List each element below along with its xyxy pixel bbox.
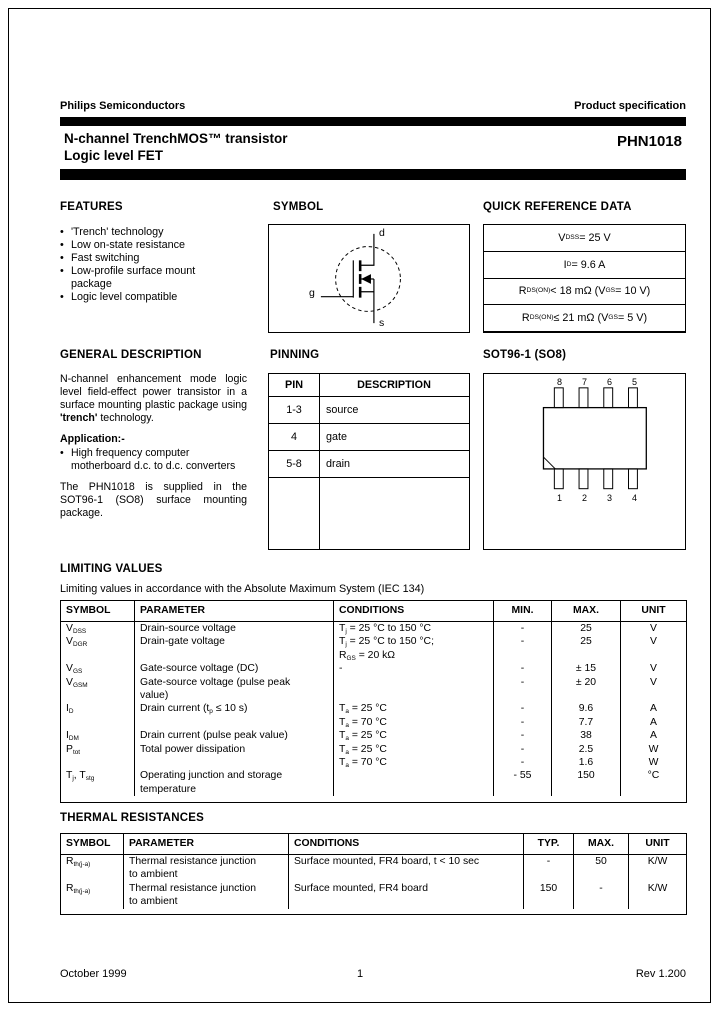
symbol-cell: $T_j$, $T_{stg}$ [61, 769, 135, 782]
min-cell: - 55 [494, 769, 552, 782]
application-item [60, 447, 247, 473]
feature-item [60, 226, 238, 239]
quick-reference-row: R DS(ON) ≤ 21 mΩ (V GS = 5 V) [484, 305, 685, 332]
general-description-heading: GENERAL DESCRIPTION [60, 349, 202, 361]
parameter-cell: Drain current (pulse peak value) [135, 729, 334, 742]
symbol-cell [61, 756, 135, 769]
limiting-values-line [61, 729, 686, 742]
unit-cell [629, 868, 686, 881]
col-header-max: MAX. [552, 601, 621, 621]
quick-reference-row: I D = 9.6 A [484, 252, 685, 279]
col-header-min: MIN. [494, 601, 552, 621]
symbol-cell: $R_{th(j-a)}$ [61, 882, 124, 895]
pin-description-cell: source [326, 404, 359, 416]
pinning-table [268, 373, 470, 550]
symbol-cell: $I_{DM}$ [61, 729, 135, 742]
limiting-values-line [61, 769, 686, 782]
max-cell [574, 868, 629, 881]
symbol-cell: $V_{GS}$ [61, 662, 135, 675]
conditions-cell: $T_a = 25$ °C [334, 702, 494, 715]
limiting-values-line [61, 622, 686, 635]
unit-cell: K/W [647, 882, 668, 894]
unit-cell: °C [647, 770, 660, 782]
pin-number: 7 [581, 377, 587, 387]
pin-description-cell: drain [326, 458, 351, 470]
description-paragraph: N-channel enhancement mode logic level field-effect power transistor in a surface mounting plastic package using 'trench' technology. [60, 373, 247, 424]
max-cell: 7.7 [552, 716, 621, 729]
feature-item [60, 239, 238, 252]
pin-number: 1 [556, 493, 562, 503]
col-header-unit: UNIT [645, 838, 670, 849]
max-cell [552, 649, 621, 662]
unit-cell [629, 895, 686, 908]
limiting-values-line [61, 783, 686, 796]
quick-reference-row: R DS(ON) < 18 mΩ (V GS = 10 V) [484, 279, 685, 306]
col-header-symbol: SYMBOL [61, 834, 124, 854]
pin-number: 4 [631, 493, 637, 503]
pin-row [269, 424, 469, 451]
min-cell [494, 649, 552, 662]
parameter-cell: Total power dissipation [135, 743, 334, 756]
symbol-cell [61, 689, 135, 702]
parameter-cell [135, 649, 334, 662]
limiting-values-heading: LIMITING VALUES [60, 563, 163, 575]
parameter-cell: value) [135, 689, 334, 702]
pinning-heading: PINNING [270, 349, 320, 361]
symbol-cell [61, 649, 135, 662]
thermal-line [61, 882, 686, 895]
publisher-name: Philips Semiconductors [60, 100, 186, 112]
parameter-cell: temperature [135, 783, 334, 796]
typ-cell [524, 868, 574, 881]
unit-cell [621, 783, 686, 796]
col-header-parameter: PARAMETER [135, 601, 334, 621]
typ-cell: 150 [524, 882, 574, 895]
limiting-values-line [61, 716, 686, 729]
header-rule-bottom [60, 169, 686, 180]
min-cell: - [494, 676, 552, 689]
min-cell: - [494, 729, 552, 742]
parameter-cell [135, 716, 334, 729]
max-cell: 1.6 [552, 756, 621, 769]
conditions-cell: $T_j = 25$ °C to 150 °C [334, 622, 494, 635]
conditions-cell: Surface mounted, FR4 board [289, 882, 524, 895]
part-number: PHN1018 [616, 133, 682, 150]
symbol-heading: SYMBOL [273, 201, 324, 213]
min-cell: - [494, 622, 552, 635]
feature-item [60, 265, 238, 291]
limiting-values-intro: Limiting values in accordance with the Absolute Maximum System (IEC 134) [60, 583, 425, 595]
unit-cell: V [650, 623, 657, 634]
pinning-header-row [269, 374, 469, 397]
parameter-cell [135, 756, 334, 769]
symbol-gate-label: g [309, 287, 315, 299]
limiting-values-body [61, 622, 686, 802]
col-header-typ: TYP. [524, 834, 574, 854]
quick-reference-table [483, 224, 686, 333]
unit-cell [621, 649, 686, 662]
conditions-cell: $T_a = 25$ °C [334, 729, 494, 742]
symbol-cell [61, 716, 135, 729]
limiting-values-line [61, 743, 686, 756]
parameter-cell: Drain-gate voltage [135, 635, 334, 648]
max-cell: 25 [552, 622, 621, 635]
limiting-values-line [61, 689, 686, 702]
mosfet-symbol-graphic [269, 225, 469, 332]
thermal-body [61, 855, 686, 914]
parameter-cell: Thermal resistance junction [124, 855, 289, 868]
application-label: Application:- [60, 433, 125, 445]
feature-text: Fast switching [71, 252, 140, 264]
feature-item [60, 291, 238, 304]
max-cell [574, 895, 629, 908]
footer-revision: Rev 1.200 [635, 968, 686, 980]
features-list [60, 226, 238, 304]
thermal-resistances-heading: THERMAL RESISTANCES [60, 812, 204, 824]
unit-cell [621, 689, 686, 702]
col-header-unit: UNIT [641, 605, 666, 616]
bottom-pin-numbers [547, 493, 647, 503]
col-header-pin: PIN [285, 379, 303, 391]
thermal-line [61, 855, 686, 868]
feature-text: 'Trench' technology [71, 226, 164, 238]
limiting-values-table [60, 600, 687, 803]
unit-cell: A [650, 716, 657, 728]
unit-cell: V [650, 676, 657, 688]
conditions-cell [334, 676, 494, 689]
unit-cell: V [650, 636, 657, 648]
col-header-parameter: PARAMETER [124, 834, 289, 854]
min-cell [494, 689, 552, 702]
conditions-cell [289, 868, 524, 881]
parameter-cell: Drain current ($t_p \le 10$ s) [135, 702, 334, 715]
doc-title-line1: N-channel TrenchMOS™ transistor [64, 131, 288, 146]
max-cell: - [574, 882, 629, 895]
symbol-box [268, 224, 470, 333]
symbol-cell: $P_{tot}$ [61, 743, 135, 756]
package-outline-box [483, 373, 686, 550]
max-cell: 25 [552, 635, 621, 648]
spec-type: Product specification [574, 100, 686, 112]
features-heading: FEATURES [60, 201, 123, 213]
doc-title-line2: Logic level FET [64, 148, 164, 163]
col-header-symbol: SYMBOL [61, 601, 135, 621]
col-header-description: DESCRIPTION [357, 379, 431, 391]
pin-number: 3 [606, 493, 612, 503]
conditions-cell: $T_a = 70$ °C [334, 756, 494, 769]
limiting-values-header-row [61, 601, 686, 622]
max-cell [552, 783, 621, 796]
conditions-cell: - [334, 662, 494, 675]
symbol-cell: $I_D$ [61, 702, 135, 715]
quick-reference-heading: QUICK REFERENCE DATA [483, 201, 632, 213]
conditions-cell [334, 769, 494, 782]
pin-description-cell: gate [326, 431, 348, 443]
conditions-cell: $T_a = 70$ °C [334, 716, 494, 729]
package-outline-graphic [484, 374, 685, 549]
feature-text: Low on-state resistance [71, 239, 186, 251]
footer-page-number: 1 [356, 968, 364, 980]
max-cell [552, 689, 621, 702]
max-cell: 50 [574, 855, 629, 868]
max-cell: ± 15 [552, 662, 621, 675]
parameter-cell: to ambient [124, 895, 289, 908]
thermal-line [61, 895, 686, 908]
min-cell: - [494, 702, 552, 715]
unit-cell: K/W [647, 856, 668, 867]
max-cell: ± 20 [552, 676, 621, 689]
conditions-cell: $T_j = 25$ °C to 150 °C; [334, 635, 494, 648]
conditions-cell: $T_a = 25$ °C [334, 743, 494, 756]
general-description-block [60, 373, 247, 520]
parameter-cell: Operating junction and storage [135, 769, 334, 782]
pin-number-cell: 5-8 [286, 458, 302, 470]
thermal-header-row [61, 834, 686, 855]
bullet-glyph: • [60, 447, 64, 459]
symbol-cell: $V_{DSS}$ [61, 622, 135, 635]
quick-reference-row: V DSS = 25 V [484, 225, 685, 252]
min-cell: - [494, 756, 552, 769]
unit-cell: W [648, 756, 659, 768]
footer-date: October 1999 [60, 968, 127, 980]
feature-text: Logic level compatible [71, 291, 178, 303]
max-cell: 9.6 [552, 702, 621, 715]
bullet-glyph: • [60, 265, 64, 277]
conditions-cell [334, 783, 494, 796]
min-cell: - [494, 716, 552, 729]
min-cell: - [494, 662, 552, 675]
parameter-cell: Drain-source voltage [135, 622, 334, 635]
parameter-cell: to ambient [124, 868, 289, 881]
pin-number: 8 [556, 377, 562, 387]
symbol-cell: $R_{th(j-a)}$ [61, 855, 124, 868]
min-cell: - [494, 635, 552, 648]
pin-row [269, 451, 469, 478]
pin-row [269, 397, 469, 424]
pin-number: 6 [606, 377, 612, 387]
conditions-cell: Surface mounted, FR4 board, t < 10 sec [289, 855, 524, 868]
unit-cell: W [648, 743, 659, 755]
symbol-cell [61, 783, 135, 796]
parameter-cell: Gate-source voltage (DC) [135, 662, 334, 675]
limiting-values-line [61, 756, 686, 769]
limiting-values-line [61, 702, 686, 715]
pin-number-cell: 1-3 [286, 404, 302, 416]
bullet-glyph: • [60, 291, 64, 303]
package-supply-paragraph: The PHN1018 is supplied in the SOT96-1 (SO8) surface mounting package. [60, 481, 247, 519]
min-cell: - [494, 743, 552, 756]
column-divider [319, 374, 320, 549]
max-cell: 150 [552, 769, 621, 782]
unit-cell: V [650, 663, 657, 675]
symbol-cell: $V_{GSM}$ [61, 676, 135, 689]
limiting-values-line [61, 635, 686, 648]
thermal-line [61, 868, 686, 881]
symbol-drain-label: d [379, 227, 385, 239]
symbol-cell [61, 868, 124, 881]
col-header-conditions: CONDITIONS [289, 834, 524, 854]
bullet-glyph: • [60, 252, 64, 264]
unit-cell: A [650, 703, 657, 715]
symbol-cell [61, 895, 124, 908]
pin-number: 5 [631, 377, 637, 387]
symbol-source-label: s [379, 317, 385, 329]
limiting-values-line [61, 649, 686, 662]
top-pin-numbers [547, 377, 647, 387]
col-header-conditions: CONDITIONS [334, 601, 494, 621]
bullet-glyph: • [60, 226, 64, 238]
pin-number: 2 [581, 493, 587, 503]
typ-cell [524, 895, 574, 908]
symbol-cell: $V_{DGR}$ [61, 635, 135, 648]
header-rule-top [60, 117, 686, 126]
bullet-glyph: • [60, 239, 64, 251]
limiting-values-line [61, 676, 686, 689]
feature-text: Low-profile surface mount package [71, 265, 196, 290]
parameter-cell: Gate-source voltage (pulse peak [135, 676, 334, 689]
conditions-cell [289, 895, 524, 908]
max-cell: 38 [552, 729, 621, 742]
max-cell: 2.5 [552, 743, 621, 756]
min-cell [494, 783, 552, 796]
conditions-cell [334, 689, 494, 702]
limiting-values-line [61, 662, 686, 675]
feature-item [60, 252, 238, 265]
conditions-cell: $R_{GS} = 20$ kΩ [334, 649, 494, 662]
col-header-max: MAX. [574, 834, 629, 854]
parameter-cell: Thermal resistance junction [124, 882, 289, 895]
pin-number-cell: 4 [290, 431, 297, 443]
typ-cell: - [524, 855, 574, 868]
unit-cell: A [650, 730, 657, 742]
thermal-resistances-table [60, 833, 687, 915]
package-heading: SOT96-1 (SO8) [483, 349, 567, 361]
application-text: High frequency computer motherboard d.c. to d.c. converters [71, 447, 236, 472]
